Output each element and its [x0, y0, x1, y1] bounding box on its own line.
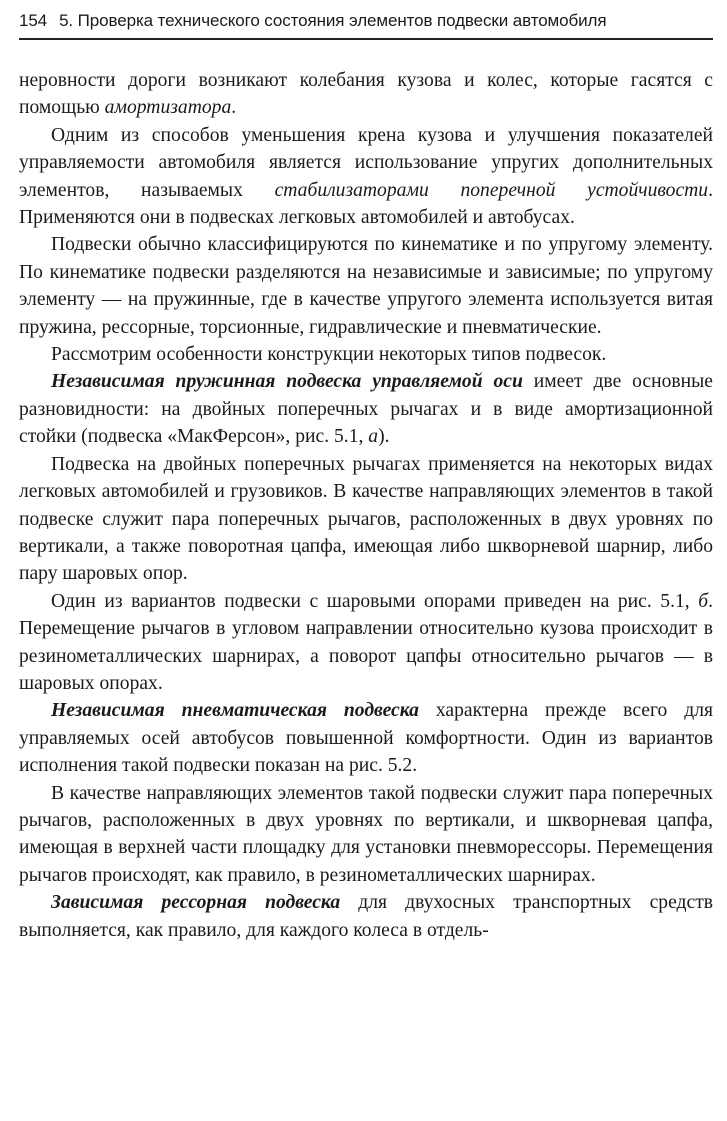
- paragraph-text: ).: [378, 426, 390, 448]
- paragraph-text: В качестве направляющих элементов такой подвески служит пара поперечных рычагов, расположенных в двух уровнях по вертикали, и шкворневая цапфа, имеющая в верхней части площадку для установки пневморессоры. Перемещения рычагов происходят, как правило, в резинометаллических шарнирах.: [19, 782, 713, 886]
- paragraph: [19, 451, 713, 588]
- paragraph-text: Подвеска на двойных поперечных рычагах применяется на некоторых видах легковых автомобилей и грузовиков. В качестве направляющих элементов в такой подвеске служит пара поперечных рычагов, расположенных в двух уровнях по вертикали, а также поворотная цапфа, имеющая либо шкворневой шарнир, либо пару шаровых опор.: [19, 453, 713, 585]
- paragraph-text: . Применяются они в подвесках легковых автомобилей и автобусах.: [19, 179, 713, 229]
- italic-term: стабилизаторами поперечной устойчивости: [274, 179, 709, 201]
- paragraph-text: .: [231, 97, 237, 119]
- paragraph-text: имеет две основные разновидности: на двойных поперечных рычагах и в виде амортизационной стойки (подвеска «МакФерсон», рис. 5.1,: [19, 371, 714, 448]
- paragraph: [19, 697, 713, 779]
- running-header: [19, 8, 713, 40]
- paragraph: [19, 67, 713, 122]
- paragraph-text: для двухосных транспортных средств выполняется, как правило, для каждого колеса в отдель-: [19, 892, 714, 941]
- italic-term: б: [698, 590, 709, 612]
- italic-term: а: [368, 426, 379, 448]
- body-text: [19, 67, 713, 944]
- paragraph: [19, 231, 713, 341]
- paragraph-text: . Перемещение рычагов в угловом направлении относительно кузова происходит в резинометаллических шарнирах, а поворот цапфы относительно рычагов — в шаровых опорах.: [19, 590, 713, 694]
- paragraph-text: Подвески обычно классифицируются по кинематике и по упругому элементу. По кинематике подвески разделяются на независимые и зависимые; по упругому элементу — на пружинные, где в качестве упругого элемента используется витая пружина, рессорные, торсионные, гидравлические и пневматические.: [19, 234, 713, 338]
- paragraph-text: Один из вариантов подвески с шаровыми опорами приведен на рис. 5.1,: [51, 590, 699, 612]
- running-title: 5. Проверка технического состояния элементов подвески автомобиля: [59, 11, 607, 30]
- paragraph: [19, 588, 713, 698]
- paragraph: [19, 368, 713, 450]
- paragraph-text: Рассмотрим особенности конструкции некоторых типов подвесок.: [51, 344, 607, 366]
- paragraph: [19, 122, 713, 232]
- section-term: Независимая пружинная подвеска управляемой оси: [51, 371, 523, 393]
- italic-term: амортизатора: [104, 97, 232, 119]
- book-page: [19, 8, 713, 944]
- paragraph-text: характерна прежде всего для управляемых осей автобусов повышенной комфортности. Один из вариантов исполнения такой подвески показан на рис. 5.2.: [19, 700, 713, 777]
- section-term: Независимая пневматическая подвеска: [51, 700, 419, 722]
- section-term: Зависимая рессорная подвеска: [51, 892, 341, 914]
- paragraph: [19, 341, 713, 368]
- paragraph-text: неровности дороги возникают колебания кузова и колес, которые гасятся с помощью: [19, 70, 713, 119]
- paragraph-text: Одним из способов уменьшения крена кузова и улучшения показателей управляемости автомобиля является использование упругих дополнительных элементов, называемых: [19, 124, 713, 201]
- paragraph: [19, 780, 713, 890]
- paragraph: [19, 889, 713, 944]
- page-number: 154: [19, 11, 48, 30]
